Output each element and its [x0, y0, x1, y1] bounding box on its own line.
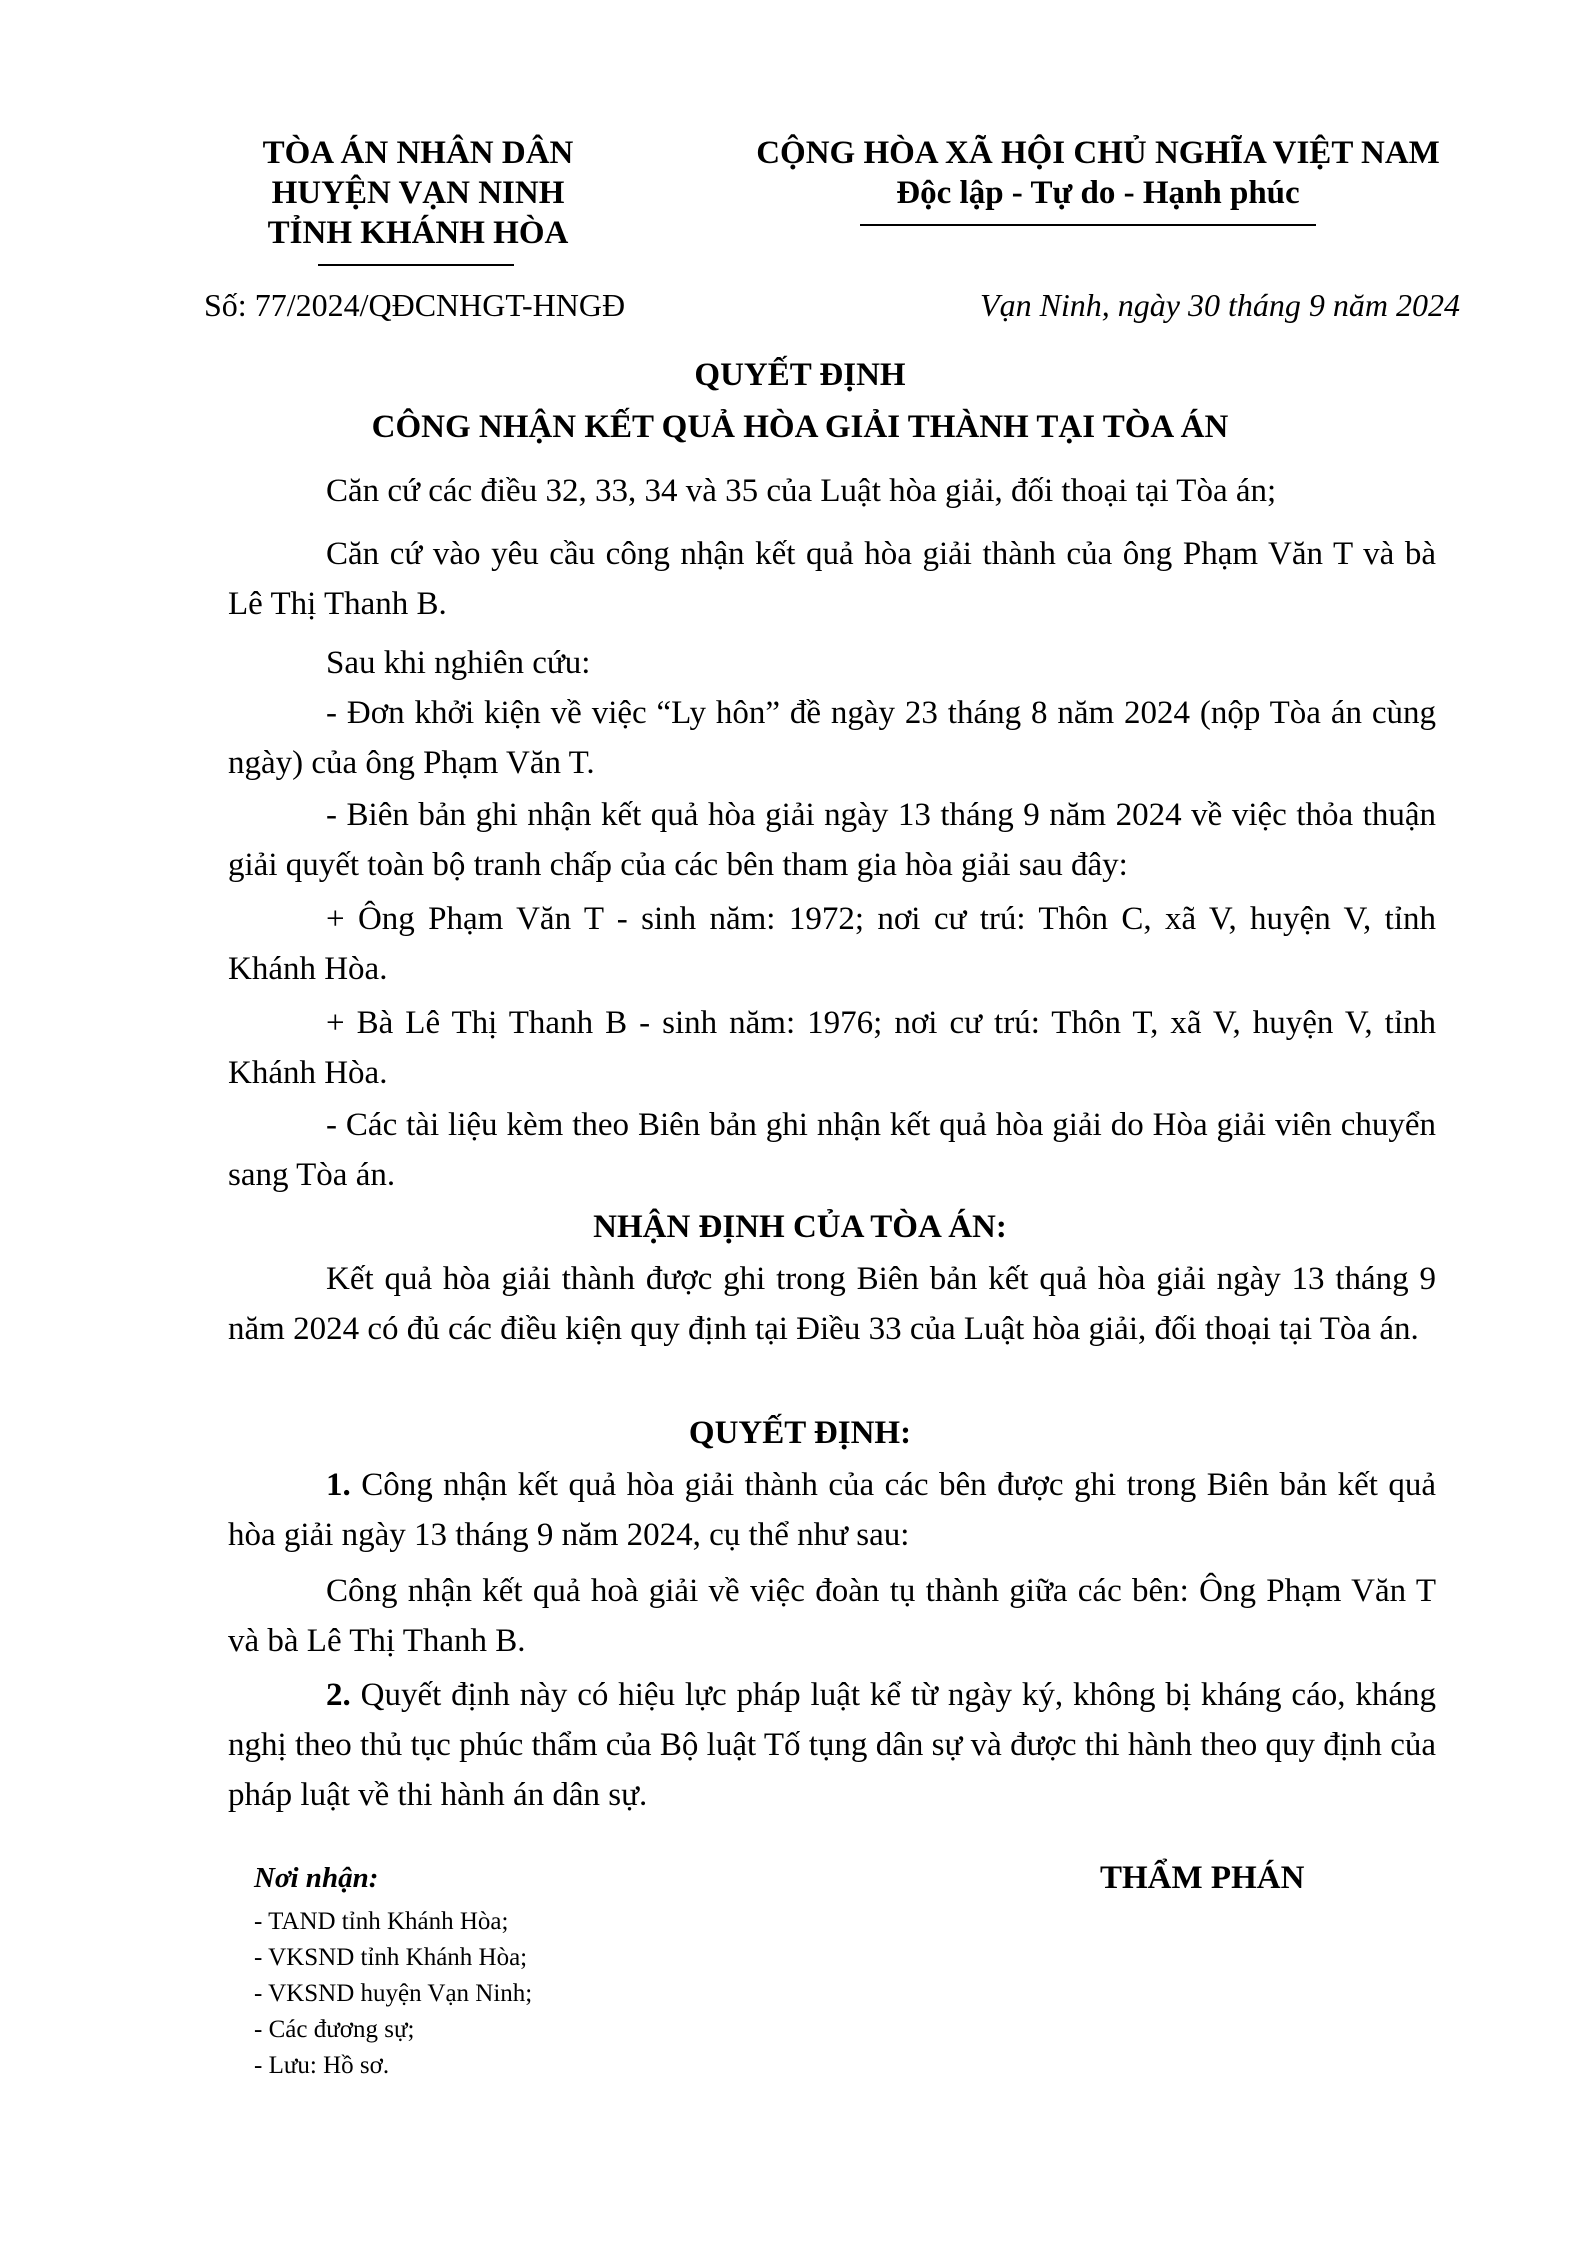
court-findings-heading: NHẬN ĐỊNH CỦA TÒA ÁN:	[593, 1209, 1007, 1245]
item-1-number: 1.	[326, 1467, 351, 1503]
decision-heading: QUYẾT ĐỊNH:	[688, 1415, 912, 1451]
item-2-text: Quyết định này có hiệu lực pháp luật kể từ ngày ký, không bị kháng cáo, kháng nghị theo thủ tục phúc thẩm của Bộ luật Tố tụng dân sự và được thi hành theo quy định của pháp luật về thi hành án dân sự.	[228, 1677, 1436, 1813]
document-number: Số: 77/2024/QĐCNHGT-HNGĐ	[204, 287, 626, 323]
decision-item-1	[228, 1460, 1436, 1560]
court-name	[218, 133, 618, 253]
legal-basis-paragraph: Căn cứ các điều 32, 33, 34 và 35 của Luật hòa giải, đối thoại tại Tòa án;	[326, 473, 1277, 509]
item-1-text: Công nhận kết quả hòa giải thành của các bên được ghi trong Biên bản kết quả hòa giải ngày 13 tháng 9 năm 2024, cụ thể như sau:	[228, 1467, 1436, 1553]
court-line-3: TỈNH KHÁNH HÒA	[267, 215, 569, 251]
findings-paragraph: Kết quả hòa giải thành được ghi trong Biên bản kết quả hòa giải ngày 13 tháng 9 năm 2024 có đủ các điều kiện quy định tại Điều 33 của Luật hòa giải, đối thoại tại Tòa án.	[228, 1261, 1436, 1347]
recipient-item: - VKSND tỉnh Khánh Hòa;	[254, 1944, 528, 1971]
court-underline	[318, 264, 514, 266]
document-title: QUYẾT ĐỊNH	[694, 357, 906, 393]
minutes-item: - Biên bản ghi nhận kết quả hòa giải ngày 13 tháng 9 năm 2024 về việc thỏa thuận giải quyết toàn bộ tranh chấp của các bên tham gia hòa giải sau đây:	[228, 797, 1436, 883]
motto: Độc lập - Tự do - Hạnh phúc	[896, 175, 1300, 211]
party-2-item: + Bà Lê Thị Thanh B - sinh năm: 1976; nơi cư trú: Thôn T, xã V, huyện V, tỉnh Khánh Hòa.	[228, 1005, 1436, 1091]
attachments-item: - Các tài liệu kèm theo Biên bản ghi nhận kết quả hòa giải do Hòa giải viên chuyển sang Tòa án.	[228, 1107, 1436, 1193]
recipient-item: - VKSND huyện Vạn Ninh;	[254, 1980, 533, 2007]
republic-name: CỘNG HÒA XÃ HỘI CHỦ NGHĨA VIỆT NAM	[756, 135, 1440, 171]
request-paragraph: Căn cứ vào yêu cầu công nhận kết quả hòa giải thành của ông Phạm Văn T và bà Lê Thị Thanh B.	[228, 536, 1436, 622]
court-line-2: HUYỆN VẠN NINH	[271, 175, 565, 211]
item-2-number: 2.	[326, 1677, 351, 1713]
reconciliation-paragraph: Công nhận kết quả hoà giải về việc đoàn tụ thành giữa các bên: Ông Phạm Văn T và bà Lê Thị Thanh B.	[228, 1573, 1436, 1659]
place-date: Vạn Ninh, ngày 30 tháng 9 năm 2024	[980, 287, 1460, 323]
review-intro: Sau khi nghiên cứu:	[326, 645, 591, 681]
document-subtitle: CÔNG NHẬN KẾT QUẢ HÒA GIẢI THÀNH TẠI TÒA ÁN	[371, 409, 1229, 445]
recipient-item: - Các đương sự;	[254, 2016, 415, 2043]
recipient-item: - TAND tỉnh Khánh Hòa;	[254, 1908, 509, 1935]
party-1-item: + Ông Phạm Văn T - sinh năm: 1972; nơi cư trú: Thôn C, xã V, huyện V, tỉnh Khánh Hòa.	[228, 901, 1436, 987]
recipient-item: - Lưu: Hồ sơ.	[254, 2052, 390, 2079]
recipients-title: Nơi nhận:	[254, 1862, 379, 1894]
motto-underline	[860, 224, 1316, 226]
decision-item-2	[228, 1670, 1436, 1820]
recipients-list	[254, 1904, 532, 2084]
national-title	[688, 133, 1508, 213]
judge-title: THẨM PHÁN	[1100, 1860, 1305, 1896]
petition-item: - Đơn khởi kiện về việc “Ly hôn” đề ngày 23 tháng 8 năm 2024 (nộp Tòa án cùng ngày) của ông Phạm Văn T.	[228, 695, 1436, 781]
court-line-1: TÒA ÁN NHÂN DÂN	[262, 135, 574, 171]
